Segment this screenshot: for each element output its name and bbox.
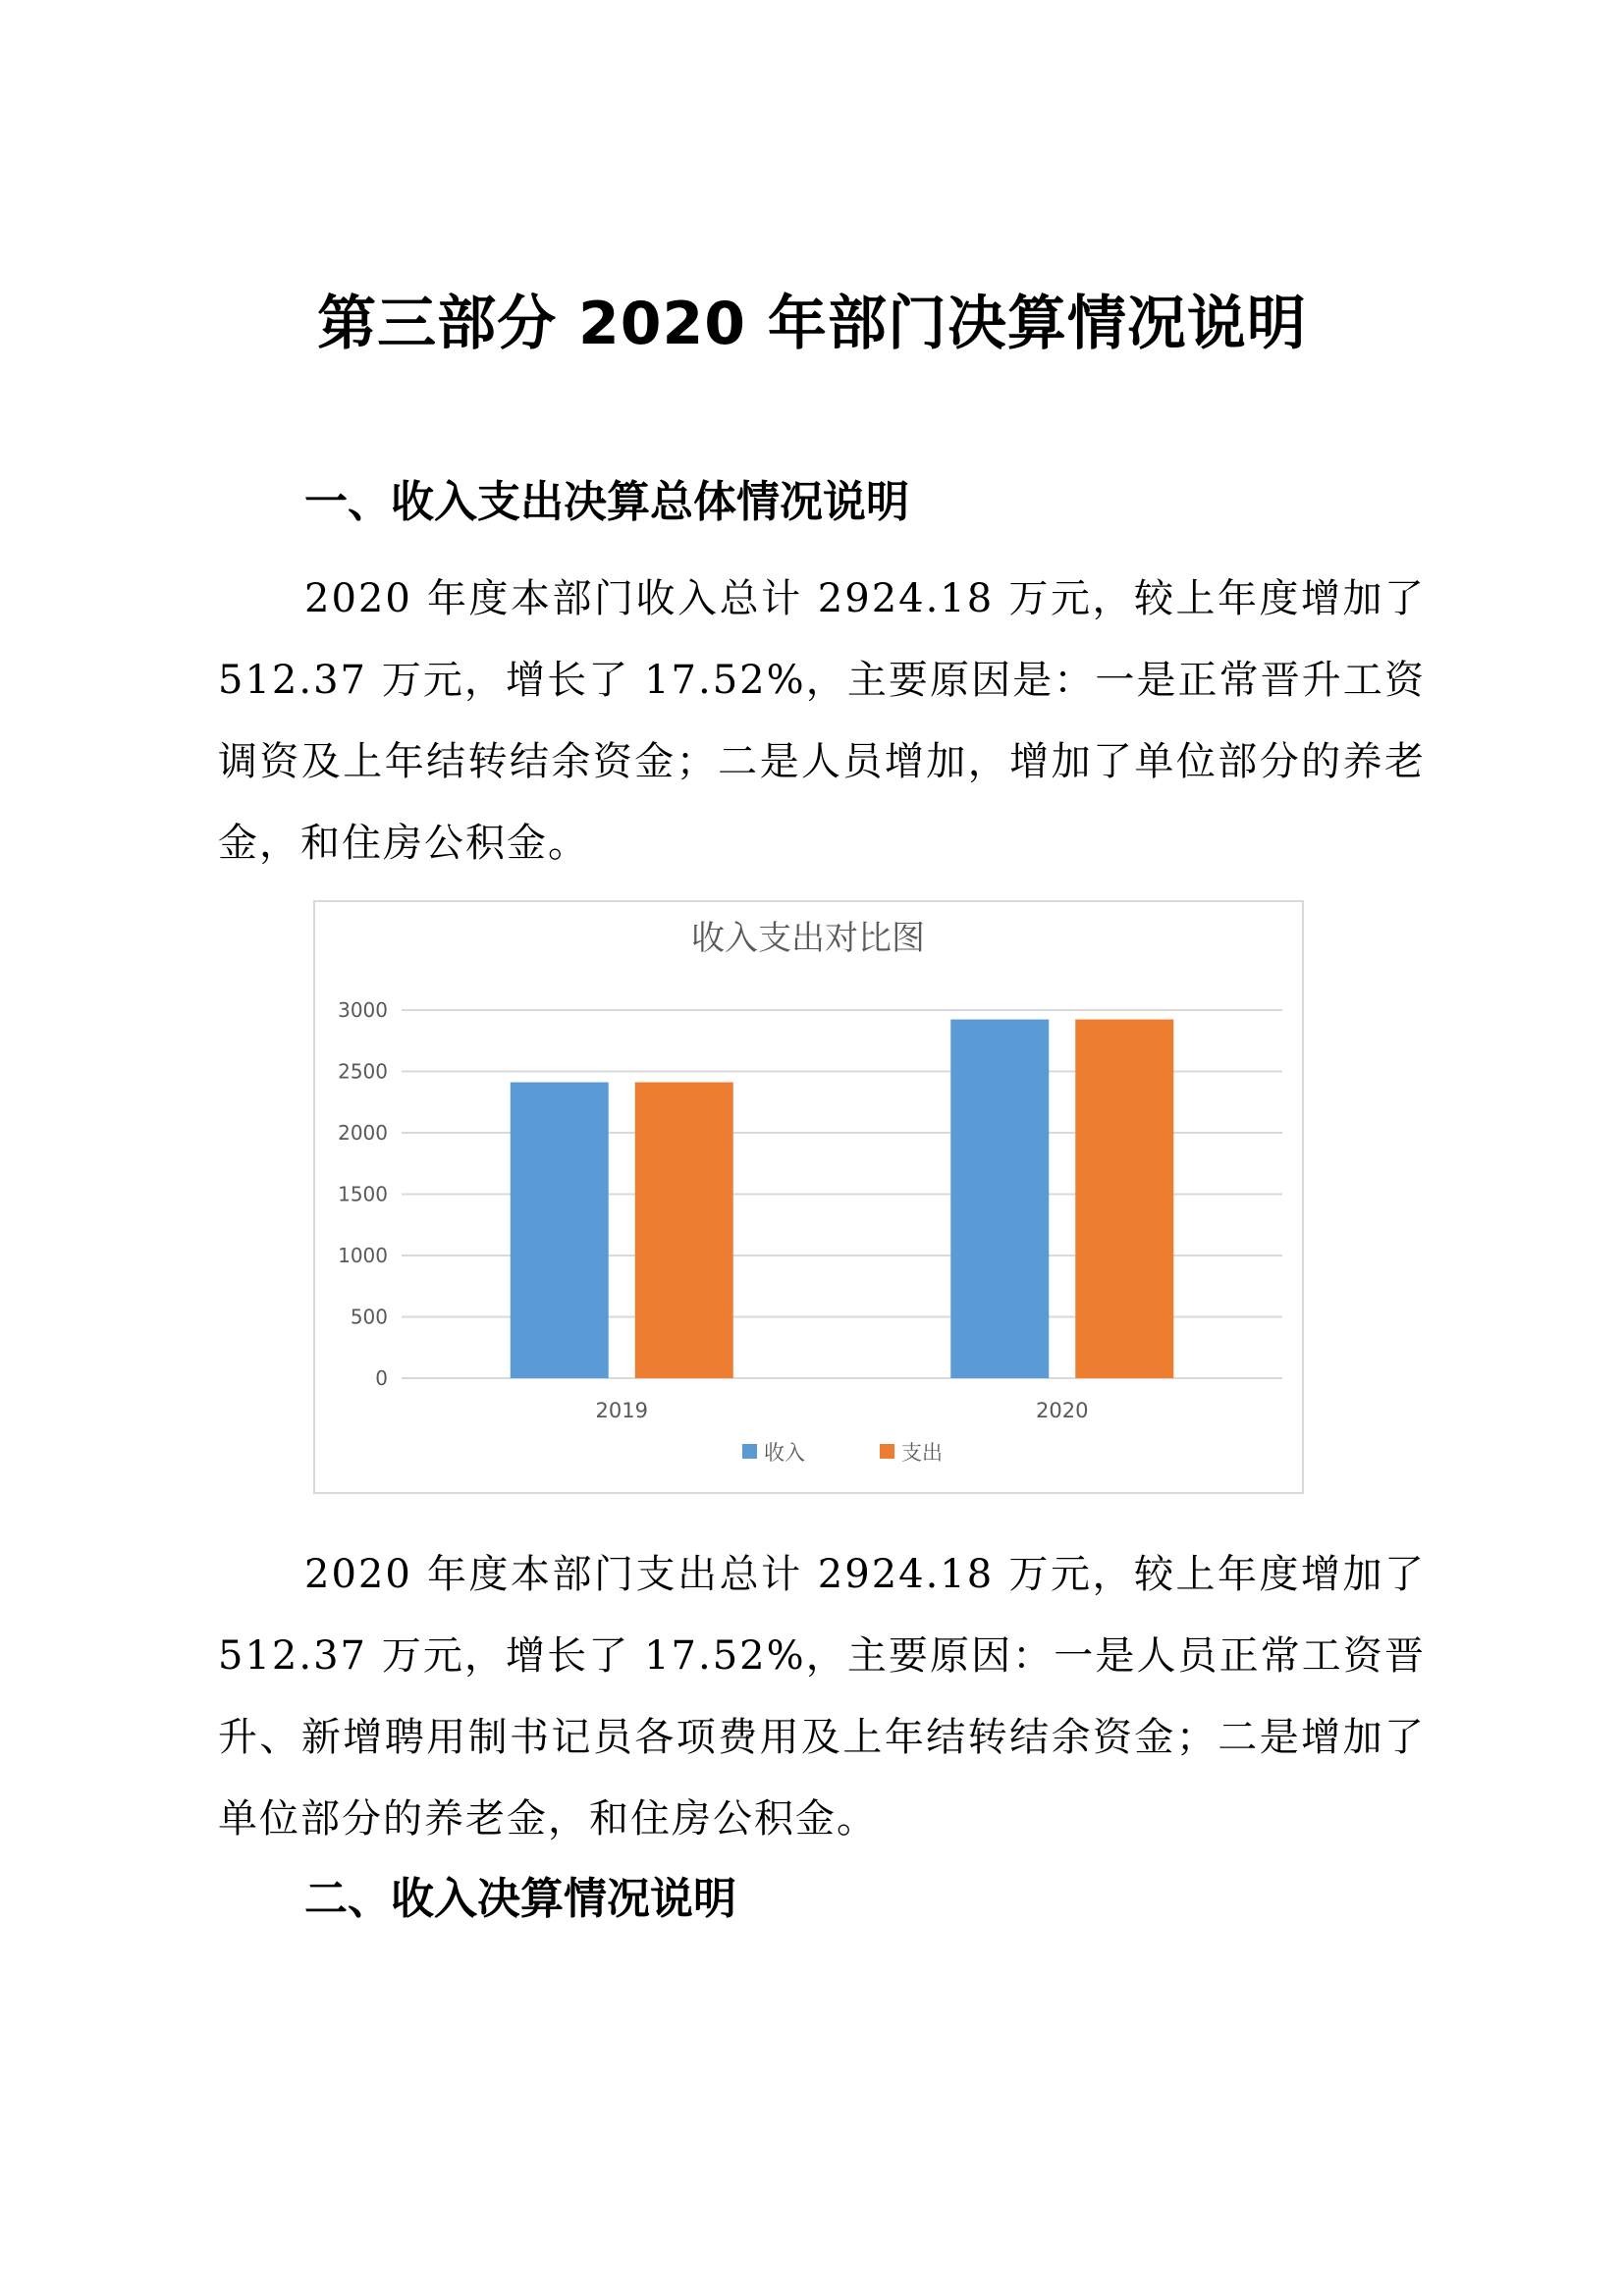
bar-2019-收入 <box>511 1083 609 1379</box>
bar-2020-收入 <box>950 1020 1049 1379</box>
y-tick-label: 1000 <box>338 1244 388 1267</box>
chart-title: 收入支出对比图 <box>691 919 925 958</box>
section-heading-1: 一、收入支出决算总体情况说明 <box>304 477 909 527</box>
y-tick-label: 2500 <box>338 1059 388 1084</box>
bar-2020-支出 <box>1075 1020 1173 1379</box>
y-tick-label: 3000 <box>338 998 388 1022</box>
legend-label: 支出 <box>901 1441 943 1465</box>
legend-swatch-支出 <box>880 1444 894 1459</box>
paragraph-expense-summary: 2020 年度本部门支出总计 2924.18 万元，较上年度增加了 512.37 万元，增长了 17.52%，主要原因：一是人员正常工资晋升、新增聘用制书记员各项费用及上年结转结余资金；二是增加了单位部分的养老金，和住房公积金。 <box>218 1552 1426 1842</box>
section-heading-2: 二、收入决算情况说明 <box>304 1874 736 1924</box>
x-tick-label: 2019 <box>595 1399 648 1422</box>
chart-svg <box>315 902 1302 1492</box>
x-tick-label: 2020 <box>1036 1399 1089 1422</box>
y-tick-label: 0 <box>375 1366 388 1390</box>
income-expense-chart <box>313 900 1304 1494</box>
y-tick-label: 2000 <box>338 1121 388 1145</box>
y-tick-label: 1500 <box>338 1182 388 1206</box>
paragraph-income-summary: 2020 年度本部门收入总计 2924.18 万元，较上年度增加了 512.37 万元，增长了 17.52%，主要原因是：一是正常晋升工资调资及上年结转结余资金；二是人员增加，增加了单位部分的养老金，和住房公积金。 <box>218 576 1426 866</box>
legend-swatch-收入 <box>742 1444 757 1459</box>
legend-label: 收入 <box>764 1441 805 1465</box>
page-title: 第三部分 2020 年部门决算情况说明 <box>317 290 1307 358</box>
y-tick-label: 500 <box>350 1305 388 1329</box>
bar-2019-支出 <box>635 1083 733 1379</box>
